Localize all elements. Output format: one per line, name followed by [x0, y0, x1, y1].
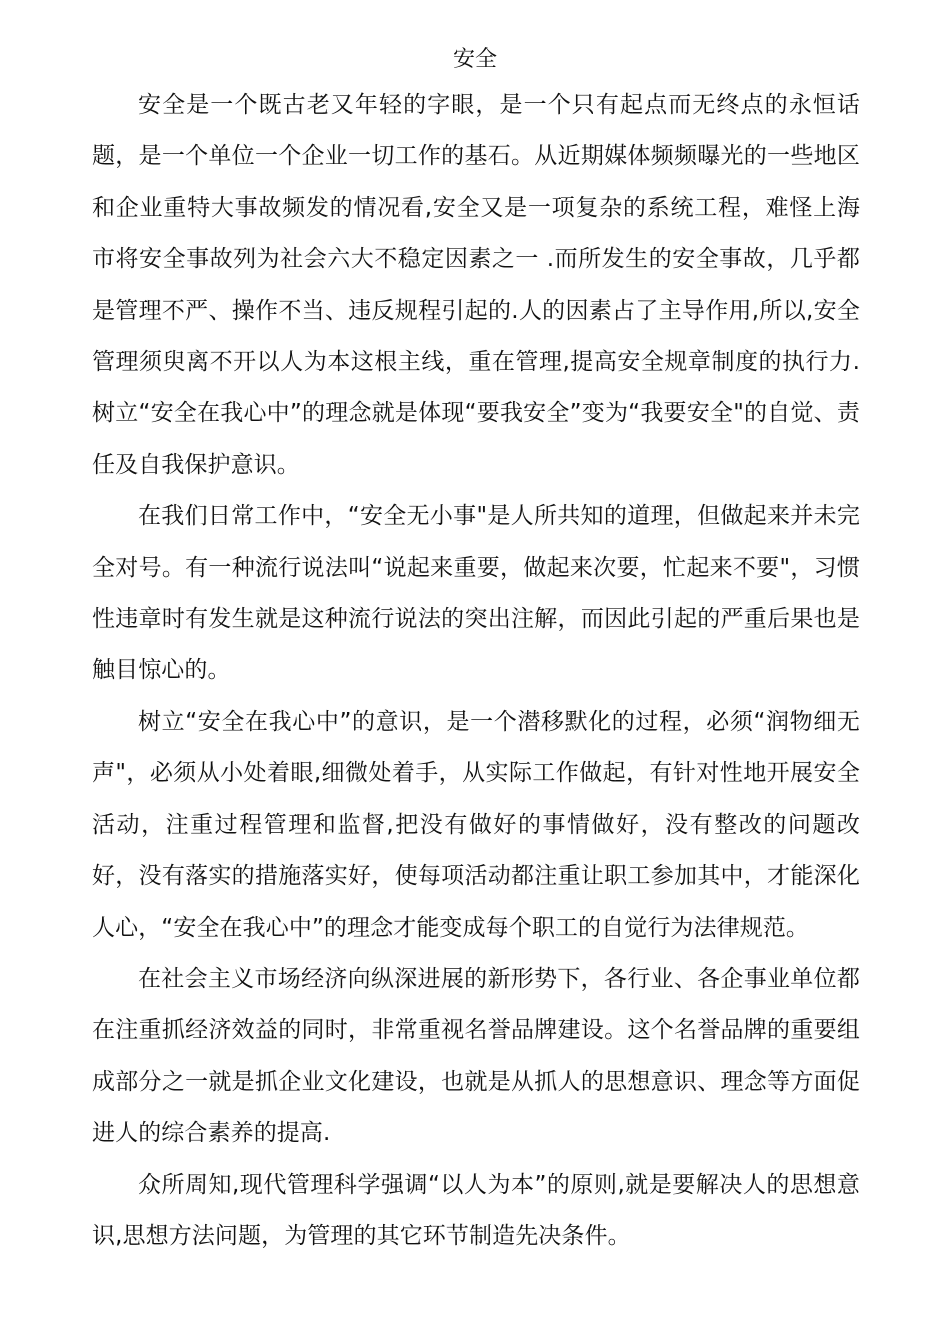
paragraph-1: 安全是一个既古老又年轻的字眼，是一个只有起点而无终点的永恒话题，是一个单位一个企业一切工作的基石。从近期媒体频频曝光的一些地区和企业重特大事故频发的情况看,安全又是一项复杂的系统工程，难怪上海市将安全事故列为社会六大不稳定因素之一 .而所发生的安全事故，几乎都是管理不严、操作不当、违反规程引起的.人的因素占了主导作用,所以,安全管理须臾离不开以人为本这根主线，重在管理,提高安全规章制度的执行力.树立“安全在我心中”的理念就是体现“要我安全”变为“我要安全"的自觉、责任及自我保护意识。: [92, 92, 860, 478]
document-body: [92, 80, 860, 1262]
paragraph-3: 树立“安全在我心中”的意识，是一个潜移默化的过程，必须“润物细无声"，必须从小处着眼,细微处着手，从实际工作做起，有针对性地开展安全活动，注重过程管理和监督,把没有做好的事情做好，没有整改的问题改好，没有落实的措施落实好，使每项活动都注重让职工参加其中，才能深化人心，“安全在我心中”的理念才能变成每个职工的自觉行为法律规范。: [92, 708, 860, 941]
paragraph-5: 众所周知,现代管理科学强调“以人为本”的原则,就是要解决人的思想意识,思想方法问题，为管理的其它环节制造先决条件。: [92, 1171, 860, 1249]
paragraph-2: 在我们日常工作中，“安全无小事"是人所共知的道理，但做起来并未完全对号。有一种流行说法叫“说起来重要，做起来次要，忙起来不要"，习惯性违章时有发生就是这种流行说法的突出注解，而因此引起的严重后果也是触目惊心的。: [92, 503, 860, 684]
paragraph-4: 在社会主义市场经济向纵深进展的新形势下，各行业、各企事业单位都在注重抓经济效益的同时，非常重视名誉品牌建设。这个名誉品牌的重要组成部分之一就是抓企业文化建设，也就是从抓人的思想意识、理念等方面促进人的综合素养的提高.: [92, 965, 860, 1147]
document-title: 安全: [452, 47, 497, 72]
